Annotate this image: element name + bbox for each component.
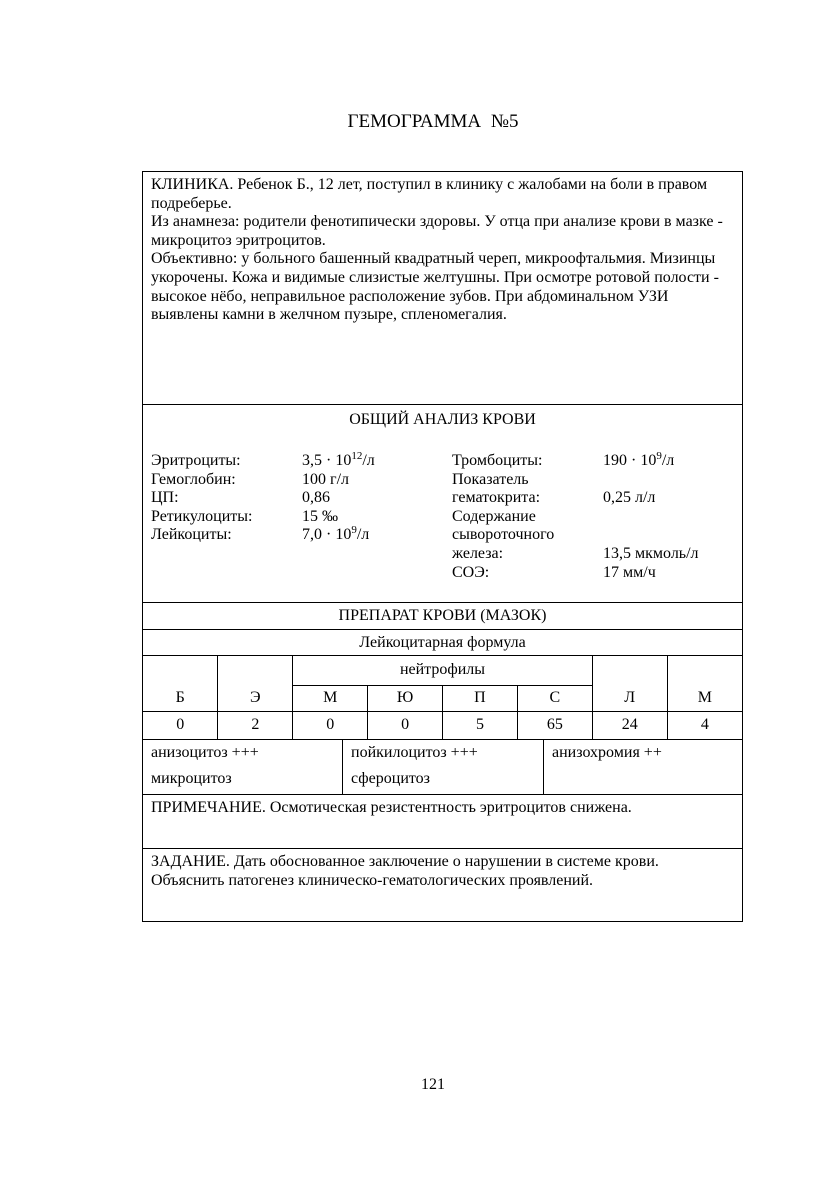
serum-iron-label-part3: железа: [452,544,504,562]
erythrocytes-value-exponent: 12 [351,450,363,462]
page-number: 121 [421,1076,445,1093]
formula-header-row [143,656,742,685]
leukocyte-formula-table [143,656,742,739]
esr-value: 17 мм/ч [603,563,656,581]
platelets-label: Тромбоциты: [452,452,543,469]
serum-iron-label-part2: сывороточного [452,526,555,544]
young-neutrophils-header: Ю [368,685,443,711]
platelets-value [603,452,728,471]
platelets-value-exponent: 9 [656,450,662,462]
morphology-line: микроцитоз [151,770,232,787]
anisocytosis-cell [143,740,343,794]
cbc-title: ОБЩИЙ АНАЛИЗ КРОВИ [349,411,536,428]
morphology-line: пойкилоцитоз +++ [351,744,478,761]
esr-label: СОЭ: [452,563,490,581]
leukocyte-formula-section [143,656,742,740]
neutrophils-group-header: нейтрофилы [293,656,593,685]
poikilocytosis-cell [343,740,544,794]
clinic-line: подреберье. [151,194,232,212]
leukocytes-value-unit: /л [356,526,370,544]
segmented-neutrophils-header: С [517,685,592,711]
erythrocytes-value-number: 3,5 · 10 [302,452,352,469]
young-neutrophils-value: 0 [368,711,443,739]
monocytes-value: 4 [667,711,742,739]
reticulocytes-value: 15 ‰ [302,507,338,525]
platelets-value-number: 190 · 10 [603,452,657,469]
formula-values-row [143,711,742,739]
objective-line: укорочены. Кожа и видимые слизистые желтушны. При осмотре ротовой полости - [151,268,719,286]
note-section [143,795,742,849]
task-section [143,849,742,921]
cbc-left-column [151,452,442,545]
hematocrit-value: 0,25 л/л [603,489,656,507]
objective-line: выявлены камни в желчном пузыре, спленомегалия. [151,306,507,324]
leukocyte-formula-title: Лейкоцитарная формула [143,630,742,656]
cbc-section [143,405,742,603]
metamyelocytes-header: М [293,685,368,711]
serum-iron-label-part1: Содержание [452,507,536,525]
color-index-label: ЦП: [151,489,179,507]
anamnesis-line: Из анамнеза: родители фенотипически здоровы. У отца при анализе крови в мазке - [151,213,723,231]
morphology-line: сфероцитоз [351,770,430,787]
erythrocytes-value-unit: /л [362,452,375,469]
leukocytes-value-number: 7,0 · 10 [302,526,352,544]
hemogram-title: ГЕМОГРАММА №5 [347,111,519,132]
leukocytes-value-exponent: 9 [351,524,357,537]
case-card [142,171,743,922]
lymphocytes-header: Л [592,656,667,711]
note-text: ПРИМЕЧАНИЕ. Осмотическая резистентность эритроцитов снижена. [151,799,632,816]
basophils-value: 0 [143,711,218,739]
leukocytes-value [302,526,442,545]
task-line: ЗАДАНИЕ. Дать обоснованное заключение о нарушении в системе крови. [151,853,659,870]
basophils-header: Б [143,656,218,711]
cbc-right-column [452,452,728,582]
hemoglobin-value: 100 г/л [302,470,349,488]
platelets-value-unit: /л [661,452,675,469]
band-neutrophils-header: П [443,685,518,711]
erythrocytes-value [302,452,442,471]
morphology-line: анизоцитоз +++ [151,744,259,761]
hematocrit-label-part1: Показатель [452,470,529,488]
clinic-section [143,172,742,405]
eosinophils-value: 2 [218,711,293,739]
morphology-section [143,740,742,795]
hematocrit-label-part2: гематокрита: [452,489,541,507]
objective-line: Объективно: у больного башенный квадратный череп, микроофтальмия. Мизинцы [151,250,716,268]
smear-title: ПРЕПАРАТ КРОВИ (МАЗОК) [143,603,742,630]
anisochromia-cell [544,740,742,794]
reticulocytes-label: Ретикулоциты: [151,507,253,525]
hemoglobin-label: Гемоглобин: [151,470,236,488]
serum-iron-value: 13,5 мкмоль/л [603,544,699,562]
objective-line: высокое нёбо, неправильное расположение зубов. При абдоминальном УЗИ [151,287,669,305]
color-index-value: 0,86 [302,489,330,507]
lymphocytes-value: 24 [592,711,667,739]
band-neutrophils-value: 5 [443,711,518,739]
segmented-neutrophils-value: 65 [517,711,592,739]
anamnesis-line: микроцитоз эритроцитов. [151,231,326,249]
erythrocytes-label: Эритроциты: [151,452,241,469]
metamyelocytes-value: 0 [293,711,368,739]
morphology-line: анизохромия ++ [552,744,662,761]
clinic-line: КЛИНИКА. Ребенок Б., 12 лет, поступил в клинику с жалобами на боли в правом [151,176,708,193]
task-line: Объяснить патогенез клиническо-гематологических проявлений. [151,871,594,889]
eosinophils-header: Э [218,656,293,711]
leukocytes-label: Лейкоциты: [151,526,232,544]
monocytes-header: М [667,656,742,711]
